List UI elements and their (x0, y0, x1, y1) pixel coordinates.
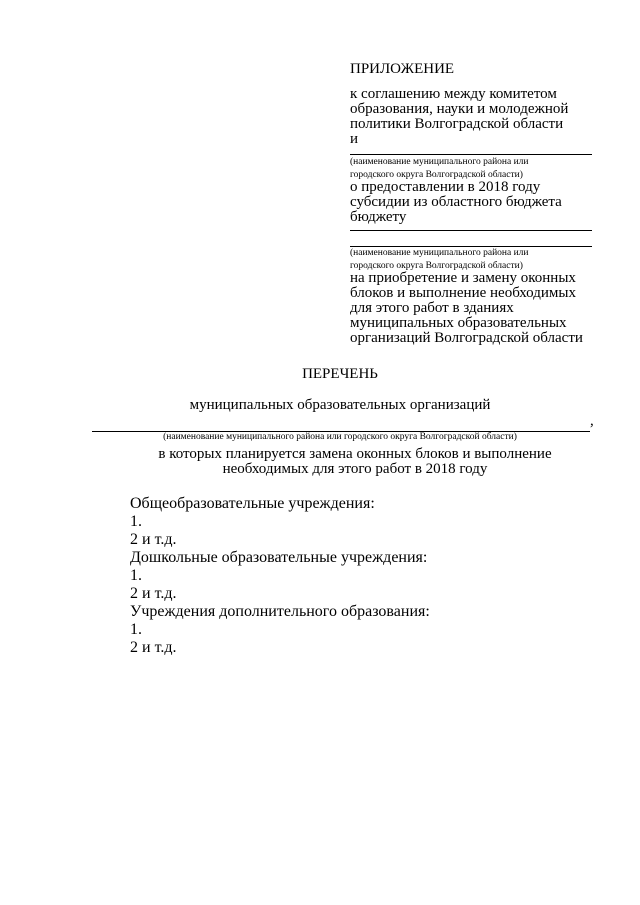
fill-in-line (350, 230, 592, 231)
list-item: Учреждения дополнительного образования: (130, 603, 430, 620)
plan-text (0, 447, 640, 477)
fill-in-line (350, 154, 592, 155)
subsidy-line: субсидии из областного бюджета (350, 194, 562, 210)
list-item: 2 и т.д. (130, 585, 177, 602)
list-item: 1. (130, 567, 142, 584)
subsidy-line: о предоставлении в 2018 году (350, 179, 541, 195)
purpose-line: для этого работ в зданиях (350, 300, 514, 316)
purpose-line: муниципальных образовательных (350, 315, 567, 331)
document-title: ПЕРЕЧЕНЬ (302, 366, 378, 382)
agreement-line: и (350, 131, 359, 147)
appendix-title: ПРИЛОЖЕНИЕ (350, 61, 455, 77)
agreement-line: политики Волгоградской области (350, 116, 564, 132)
agreement-line: к соглашению между комитетом (350, 86, 557, 102)
list-item: Общеобразовательные учреждения: (130, 495, 375, 512)
list-item: Дошкольные образовательные учреждения: (130, 549, 428, 566)
list-item: 1. (130, 621, 142, 638)
note-line: (наименование муниципального района или (350, 157, 529, 167)
purpose-line: организаций Волгоградской области (350, 330, 583, 346)
agreement-line: образования, науки и молодежной (350, 101, 569, 117)
institutions-list (130, 495, 430, 657)
list-item: 2 и т.д. (130, 639, 177, 656)
document-subtitle: муниципальных образовательных организаций (189, 397, 491, 413)
note-line: городского округа Волгоградской области) (350, 261, 523, 271)
purpose-line: на приобретение и замену оконных (350, 270, 576, 286)
plan-line: необходимых для этого работ в 2018 году (222, 461, 488, 477)
appendix-subsidy (350, 180, 600, 225)
appendix-purpose (350, 271, 600, 346)
list-item: 2 и т.д. (130, 531, 177, 548)
note-line: (наименование муниципального района или (350, 248, 529, 258)
heading-note: (наименование муниципального района или городского округа Волгоградской области) (163, 432, 517, 442)
note-line: городского округа Волгоградской области) (350, 170, 523, 180)
plan-line: в которых планируется замена оконных блоков и выполнение (158, 446, 552, 462)
appendix-agreement (350, 87, 600, 147)
purpose-line: блоков и выполнение необходимых (350, 285, 576, 301)
list-item: 1. (130, 513, 142, 530)
subsidy-line: бюджету (350, 209, 407, 225)
comma: , (590, 413, 594, 429)
